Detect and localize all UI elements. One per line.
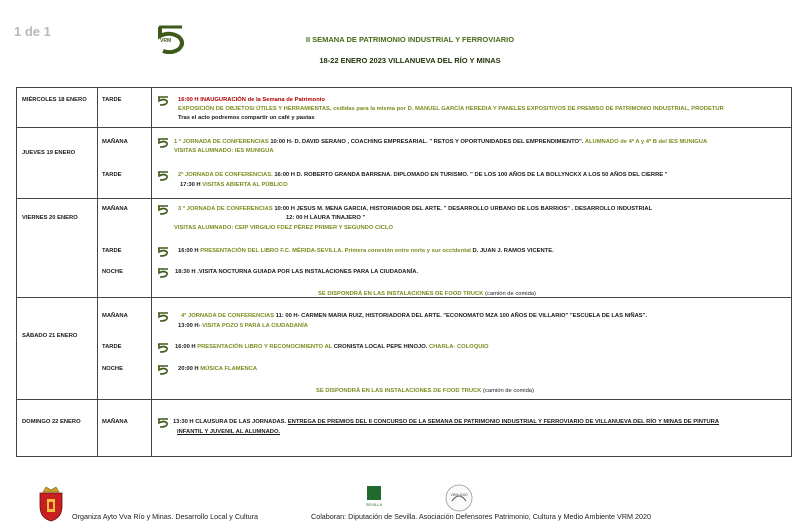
time-slot-label: NOCHE <box>102 366 123 372</box>
time-slot-label: TARDE <box>102 97 122 103</box>
schedule-entry: 16:00 H INAUGURACIÓN de la Semana de Patrimonio <box>178 97 325 103</box>
vrm-icon <box>156 247 170 257</box>
vrm-icon <box>156 205 170 215</box>
schedule-entry: VISITAS ALUMNADO: IES MUNIGUA <box>174 148 274 154</box>
day-label: MIÉRCOLES 18 ENERO <box>22 97 87 103</box>
schedule-entry: 20:00 H MÚSICA FLAMENCA <box>178 366 258 372</box>
schedule-entry: INFANTIL Y JUVENIL AL ALUMNADO. <box>177 429 281 435</box>
schedule-entry: 13:00 H- VISITA POZO 5 PARA LA CIUDADANÍA <box>178 323 308 329</box>
time-slot-label: TARDE <box>102 344 122 350</box>
logo-text: VRM <box>160 38 172 44</box>
row-divider <box>17 198 791 199</box>
time-slot-label: MAÑANA <box>102 419 128 425</box>
event-dates-location: 18-22 ENERO 2023 VILLANUEVA DEL RÍO Y MINAS <box>319 56 501 65</box>
time-slot-label: MAÑANA <box>102 139 128 145</box>
vrm-icon <box>156 312 170 322</box>
schedule-entry: 2ª JORNADA DE CONFERENCIAS. 16:00 H D. ROBERTO GRANDA BARRENA. DIPLOMADO EN TURISMO. " DE LOS 100 AÑOS DE LA BOLLYNCKX A LOS 50 AÑOS DEL CIERRE " <box>178 172 668 178</box>
page-indicator: 1 de 1 <box>14 24 51 39</box>
vrm-icon <box>156 268 170 278</box>
time-slot-label: NOCHE <box>102 269 123 275</box>
day-label: JUEVES 19 ENERO <box>22 150 76 156</box>
schedule-entry: 12: 00 H LAURA TINAJERO " <box>286 215 366 221</box>
time-slot-label: MAÑANA <box>102 206 128 212</box>
schedule-entry: 13:30 H CLAUSURA DE LAS JORNADAS. ENTREGA DE PREMIOS DEL II CONCURSO DE LA SEMANA DE PATRIMONIO INDUSTRIAL Y FERROVIARIO DE VILLANUEVA DEL RÍO Y MINAS DE PINTURA <box>173 419 720 425</box>
schedule-entry: 16:00 H PRESENTACIÓN DEL LIBRO F.C. MÉRIDA-SEVILLA. Primera conexión entre norte y sur occidental D. JUAN J. RAMOS VICENTE. <box>178 248 554 254</box>
town-coat-of-arms-logo <box>37 486 65 522</box>
day-label: DOMINGO 22 ENERO <box>22 419 81 425</box>
schedule-entry: 17:30 H VISITAS ABIERTA AL PÚBLICO <box>180 182 288 188</box>
time-slot-label: TARDE <box>102 248 122 254</box>
schedule-entry: VISITAS ALUMNADO: CEIP VIRGILIO FDEZ PÉREZ PRIMER Y SEGUNDO CICLO <box>174 225 394 231</box>
collaborators-text: Colaboran: Diputación de Sevilla. Asociación Defensores Patrimonio, Cultura y Medio Ambiente VRM 2020 <box>311 512 651 521</box>
vrm-association-logo <box>443 483 475 513</box>
row-divider <box>17 127 791 128</box>
vrm-icon <box>156 343 170 353</box>
column-divider <box>97 88 98 456</box>
day-label: SÁBADO 21 ENERO <box>22 333 78 339</box>
organizer-text: Organiza Ayto Vva Río y Minas. Desarrollo Local y Cultura <box>72 512 259 521</box>
day-label: VIERNES 20 ENERO <box>22 215 78 221</box>
schedule-entry: 16:00 H PRESENTACIÓN LIBRO Y RECONOCIMIENTO AL CRONISTA LOCAL PEPE HINOJO. CHARLA- COLOQUIO <box>175 344 489 350</box>
event-title: II SEMANA DE PATRIMONIO INDUSTRIAL Y FERROVIARIO <box>305 35 515 44</box>
row-divider <box>17 399 791 400</box>
schedule-entry: 18:30 H .VISITA NOCTURNA GUIADA POR LAS INSTALACIONES PARA LA CIUDADANÍA. <box>175 269 419 275</box>
vrm-icon <box>156 418 170 428</box>
diputacion-logo <box>361 486 387 510</box>
schedule-entry: 1 ª JORNADA DE CONFERENCIAS 10:00 H- D. DAVID SERANO , COACHING EMPRESARIAL. " RETOS Y OPORTUNIDADES DEL EMPRENDIMIENTO". ALUMNADO de 4º A y 4º B del IES MUNIGUA <box>174 139 708 145</box>
schedule-entry: 3 ª JORNADA DE CONFERENCIAS 10:00 H JESUS M. MENA GARCIA, HISTORIADOR DEL ARTE. " DESARROLLO URBANO DE LOS BARRIOS" . DESARROLLO INDUSTRIAL <box>178 206 653 212</box>
vrm-icon <box>156 365 170 375</box>
diputacion-emblem-icon <box>367 486 381 500</box>
vrm-icon <box>156 96 170 106</box>
time-slot-label: MAÑANA <box>102 313 128 319</box>
time-slot-label: TARDE <box>102 172 122 178</box>
vrm-logo-text: VRM 2020 <box>450 493 468 497</box>
vrm-icon <box>156 138 170 148</box>
schedule-entry: 4ª JORNADA DE CONFERENCIAS 11: 00 H- CARMEN MARIA RUIZ, HISTORIADORA DEL ARTE. "ECONOMATO MZA 100 AÑOS DE VILLARIO" "ESCUELA DE LAS NIÑAS". <box>181 313 647 319</box>
food-truck-note: SE DISPONDRÁ EN LAS INSTALACIONES DE FOOD TRUCK (camión de comida) <box>316 388 534 394</box>
schedule-entry: Tras el acto podremos compartir un café y pastas <box>178 115 315 121</box>
column-divider <box>151 88 152 456</box>
food-truck-note: SE DISPONDRÁ EN LAS INSTALACIONES DE FOOD TRUCK (camión de comida) <box>318 291 536 297</box>
vrm-icon <box>156 171 170 181</box>
schedule-entry: EXPOSICIÓN DE OBJETOS/ ÚTILES Y HERRAMIENTAS, cedidas para la misma por D. MANUEL GARCÍA HEREDIA Y PANELES EXPOSITIVOS DE PREMISO DE PATRIMONIO INDUSTRIAL, PRODETUR <box>178 106 724 112</box>
diputacion-logo-text: SEVILLA <box>365 502 383 507</box>
